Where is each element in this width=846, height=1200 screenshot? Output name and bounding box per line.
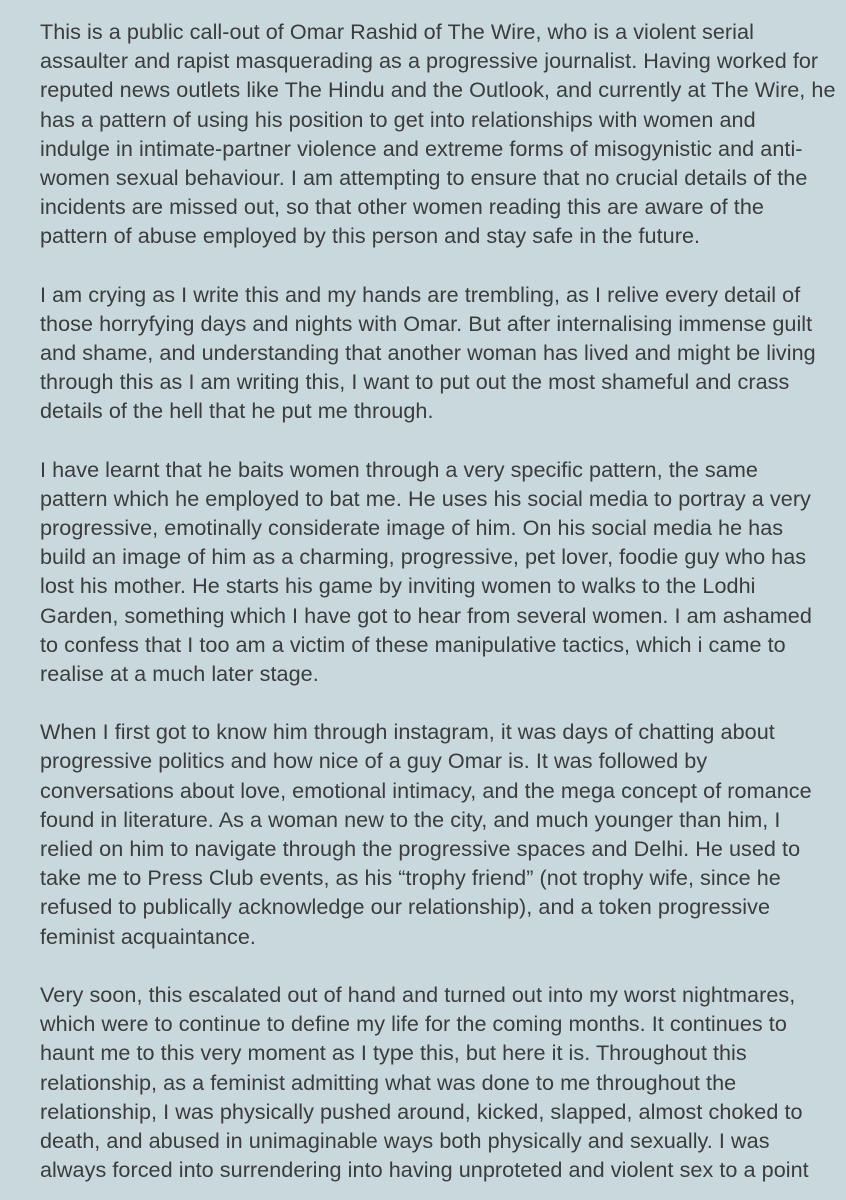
paragraph-4 — [40, 717, 816, 951]
text-line: which were to continue to define my life for the coming months. It continues to — [40, 1011, 787, 1037]
text-line: feminist acquaintance. — [40, 923, 256, 949]
text-line: When I first got to know him through instagram, it was days of chatting about — [40, 719, 775, 745]
text-line: I am crying as I write this and my hands are trembling, as I relive every detail of — [40, 281, 801, 307]
text-line: progressive, emotinally considerate image of him. On his social media he has — [40, 515, 784, 541]
text-line: found in literature. As a woman new to the city, and much younger than him, I — [40, 806, 781, 832]
text-line: to confess that I too am a victim of these manipulative tactics, which i came to — [40, 631, 786, 657]
text-line: progressive politics and how nice of a guy Omar is. It was followed by — [40, 748, 708, 774]
text-line: build an image of him as a charming, progressive, pet lover, foodie guy who has — [40, 544, 807, 570]
text-line: realise at a much later stage. — [40, 661, 319, 687]
text-line: those horryfying days and nights with Omar. But after internalising immense guilt — [40, 310, 813, 336]
text-line: I have learnt that he baits women through a very specific pattern, the same — [40, 456, 758, 482]
text-line: conversations about love, emotional intimacy, and the mega concept of romance — [40, 777, 812, 803]
paragraph-2 — [40, 280, 816, 426]
text-line: Very soon, this escalated out of hand and turned out into my worst nightmares, — [40, 981, 796, 1007]
text-line: pattern which he employed to bat me. He uses his social media to portray a very — [40, 485, 811, 511]
text-line: haunt me to this very moment as I type this, but here it is. Throughout this — [40, 1040, 747, 1066]
text-line: assaulter and rapist masquerading as a progressive journalist. Having worked for — [40, 48, 819, 74]
text-line: lost his mother. He starts his game by inviting women to walks to the Lodhi — [40, 573, 756, 599]
text-line: details of the hell that he put me through. — [40, 398, 434, 424]
paragraph-1 — [40, 17, 836, 251]
text-line: take me to Press Club events, as his “trophy friend” (not trophy wife, since he — [40, 865, 781, 891]
text-line: indulge in intimate-partner violence and extreme forms of misogynistic and anti- — [40, 135, 803, 161]
text-line: through this as I am writing this, I want to put out the most shameful and crass — [40, 369, 790, 395]
paragraph-5 — [40, 980, 816, 1184]
paragraph-3 — [40, 455, 816, 689]
text-line: This is a public call-out of Omar Rashid of The Wire, who is a violent serial — [40, 19, 754, 44]
text-line: women sexual behaviour. I am attempting to ensure that no crucial details of the — [40, 165, 808, 191]
text-line: relied on him to navigate through the progressive spaces and Delhi. He used to — [40, 836, 801, 862]
text-line: has a pattern of using his position to get into relationships with women and — [40, 106, 756, 132]
text-line: and shame, and understanding that another woman has lived and might be living — [40, 340, 816, 366]
text-line: relationship, as a feminist admitting what was done to me throughout the — [40, 1069, 737, 1095]
text-line: death, and abused in unimaginable ways both physically and sexually. I was — [40, 1127, 770, 1153]
text-line: incidents are missed out, so that other women reading this are aware of the — [40, 194, 764, 220]
text-line: refused to publically acknowledge our relationship), and a token progressive — [40, 894, 771, 920]
text-line: always forced into surrendering into having unproteted and violent sex to a point — [40, 1157, 809, 1183]
text-line: reputed news outlets like The Hindu and the Outlook, and currently at The Wire, he — [40, 77, 836, 103]
text-line: pattern of abuse employed by this person and stay safe in the future. — [40, 223, 701, 249]
text-line: relationship, I was physically pushed around, kicked, slapped, almost choked to — [40, 1098, 803, 1124]
text-line: Garden, something which I have got to hear from several women. I am ashamed — [40, 602, 812, 628]
